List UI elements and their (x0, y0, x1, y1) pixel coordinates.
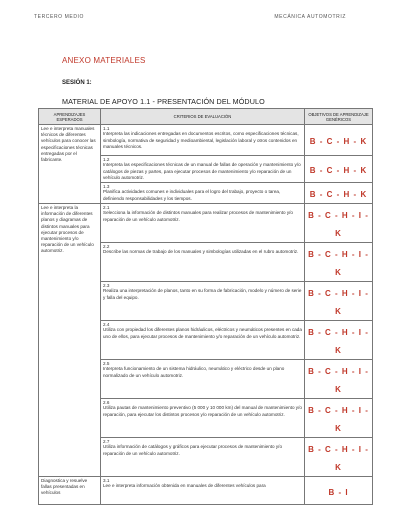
objective-codes: B - C - H - K (309, 190, 368, 200)
objective-codes: B - C - H - I - K (308, 367, 369, 395)
objective-codes: B - C - H - I - K (308, 250, 369, 278)
criterion-number: 1.3 (103, 184, 110, 190)
table-row (39, 125, 373, 156)
criterion-cell (101, 156, 305, 183)
annex-title: ANEXO MATERIALES (62, 56, 146, 65)
criterion-text: Utiliza pautas de mantenimiento preventivo (5 000 y 10 000 km) del manual de mantenimiento y/o reparación, para ejecutar los distintos procesos y/o reparación de un vehículo automotriz. (103, 405, 302, 417)
criterion-number: 2.5 (103, 361, 110, 367)
criterion-text: Interpreta las especificaciones técnicas de un manual de fallas de operación y mantenimiento y/o catálogos de piezas y partes, para ejecutar procesos de mantenimiento y/o reparación de un vehículo automotriz. (103, 162, 301, 180)
criterion-cell (101, 183, 305, 204)
objective-codes: B - C - H - K (309, 137, 368, 146)
objective-codes: B - C - H - I - K (308, 445, 369, 473)
objective-codes: B - I (328, 487, 349, 497)
criterion-number: 3.1 (103, 478, 110, 484)
session-label: SESIÓN 1: (62, 80, 92, 86)
table-row (39, 204, 373, 243)
objective-codes: B - C - H - I - K (308, 406, 369, 434)
criterion-text: Planifica actividades comunes e individuales para el logro del trabajo, proyecto o tarea, definiendo responsabilidades y los tiempos. (103, 189, 281, 201)
header-criteria: CRITERIOS DE EVALUACIÓN (101, 109, 305, 125)
criterion-number: 1.2 (103, 157, 110, 162)
material-title: MATERIAL DE APOYO 1.1 - PRESENTACIÓN DEL MÓDULO (62, 97, 265, 106)
objective-cell (305, 125, 373, 156)
criterion-number: 2.1 (103, 205, 110, 211)
objective-cell (305, 399, 373, 438)
page-header (34, 14, 370, 20)
learning-outcome-2: Lee e interpreta la información de diferentes planos y diagramas de distintos manuales para ejecutar procesos de mantenimiento y/o reparación de un vehículo automotriz. (39, 204, 101, 477)
objective-codes: B - C - H - I - K (308, 328, 369, 356)
criterion-text: Selecciona la información de distintos manuales para realizar procesos de mantenimiento y/o reparación de un vehículo automotriz. (103, 210, 293, 222)
criterion-cell (101, 399, 305, 438)
criterion-cell (101, 125, 305, 156)
criterion-number: 2.7 (103, 439, 110, 445)
learning-outcome-3: Diagnostica y resuelve fallas presentadas en vehículos (39, 477, 101, 505)
table-header-row (39, 109, 373, 125)
criterion-number: 1.1 (103, 126, 110, 131)
criterion-number: 2.3 (103, 283, 110, 289)
criterion-number: 2.6 (103, 400, 110, 406)
criterion-cell (101, 243, 305, 282)
criterion-text: Describe las normas de trabajo de los manuales y simbologías utilizadas en el rubro automotriz. (103, 249, 299, 255)
objective-cell (305, 282, 373, 321)
criterion-text: Interpreta funcionamiento de un sistema hidráulico, neumático y eléctrico desde un plano normalizado de un vehículo automotriz. (103, 366, 285, 378)
criterion-cell (101, 321, 305, 360)
objective-codes: B - C - H - I - K (308, 289, 369, 317)
criterion-text: Realiza una interpretación de planos, tanto en su forma de fabricación, modelo y número de serie y falla del equipo. (103, 288, 302, 300)
criterion-cell (101, 360, 305, 399)
objective-cell (305, 477, 373, 505)
criterion-text: Utiliza con propiedad los diferentes planos hidráulicos, eléctricos y neumáticos presentes en cada uno de ellos, para ejecutar procesos de mantenimiento y/o reparación de un vehículo automotriz. (103, 327, 302, 339)
objective-cell (305, 243, 373, 282)
criterion-number: 2.4 (103, 322, 110, 328)
objective-cell (305, 438, 373, 477)
evaluation-table (38, 108, 373, 505)
header-course: TERCERO MEDIO (34, 14, 85, 20)
header-objectives: OBJETIVOS DE APRENDIZAJE GENÉRICOS (305, 109, 373, 125)
header-learning-outcomes: APRENDIZAJES ESPERADOS (39, 109, 101, 125)
criterion-cell (101, 282, 305, 321)
criterion-text: Lee e interpreta información obtenida en manuales de diferentes vehículos para (103, 483, 266, 489)
criterion-text: Utiliza información de catálogos y gráficos para ejecutar procesos de mantenimiento y/o reparación de un vehículo automotriz. (103, 444, 282, 456)
objective-cell (305, 204, 373, 243)
objective-codes: B - C - H - I - K (308, 211, 369, 239)
objective-cell (305, 360, 373, 399)
objective-cell (305, 156, 373, 183)
objective-cell (305, 321, 373, 360)
criterion-cell (101, 477, 305, 505)
criterion-text: Interpreta las indicaciones entregadas en documentos escritos, como especificaciones técnicas, simbología, normativa de seguridad y medioambiental, legislación laboral y otros contenidos en manuales técnicos. (103, 131, 299, 149)
learning-outcome-1: Lee e interpreta manuales técnicos de diferentes vehículos para conocer las especificaciones técnicas entregadas por el fabricante. (39, 125, 101, 204)
objective-cell (305, 183, 373, 204)
criterion-cell (101, 438, 305, 477)
criterion-number: 2.2 (103, 244, 110, 250)
header-specialty: MECÁNICA AUTOMOTRIZ (274, 14, 346, 20)
table-row (39, 477, 373, 505)
criterion-cell (101, 204, 305, 243)
objective-codes: B - C - H - K (309, 166, 368, 175)
